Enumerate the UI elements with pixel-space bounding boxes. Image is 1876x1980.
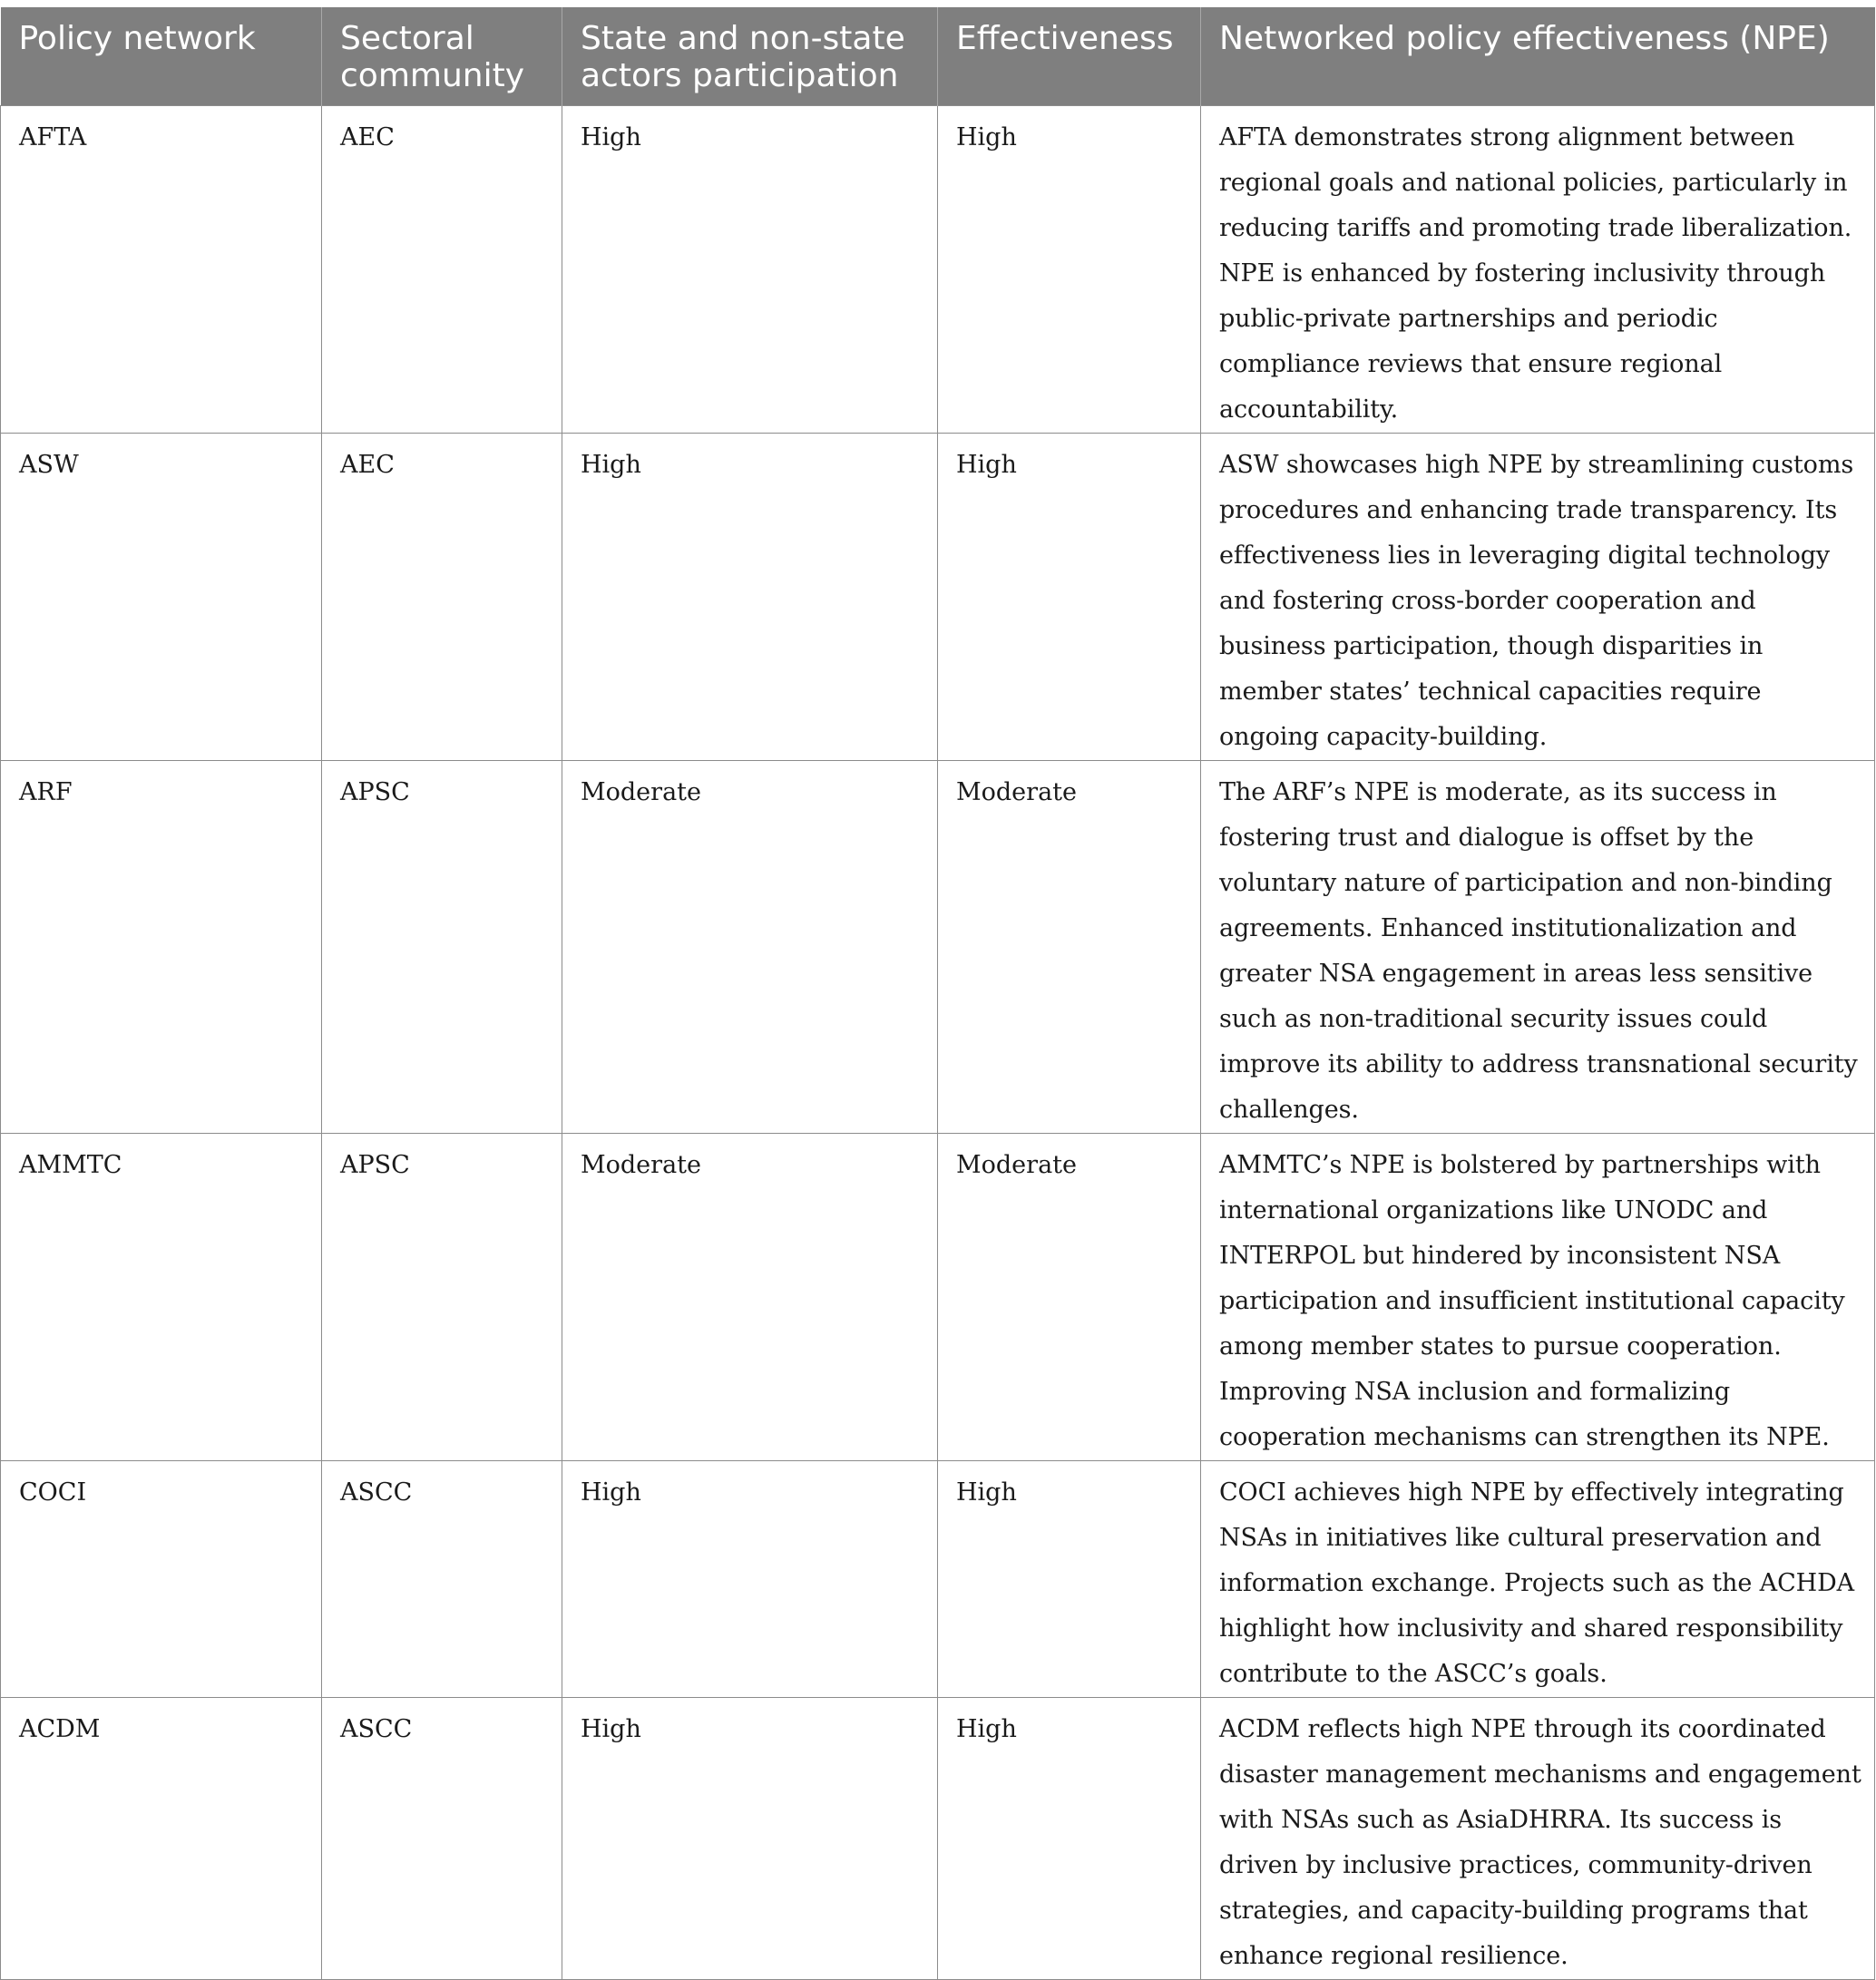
header-row [1,7,1875,106]
cell-effectiveness: High [938,1698,1201,1980]
table-row [1,1134,1875,1461]
cell-npe: COCI achieves high NPE by effectively integrating NSAs in initiatives like cultural preservation and information exchange. Projects such as the ACHDA highlight how inclusivity and shared responsibility contribute to the ASCC’s goals. [1201,1461,1875,1698]
cell-policy-network: ACDM [1,1698,322,1980]
cell-npe: The ARF’s NPE is moderate, as its success in fostering trust and dialogue is offset by the voluntary nature of participation and non-binding agreements. Enhanced institutionalization and greater NSA engagement in areas less sensitive such as non-traditional security issues could improve its ability to address transnational security challenges. [1201,761,1875,1134]
cell-participation: High [562,106,938,434]
cell-participation: Moderate [562,761,938,1134]
cell-policy-network: ARF [1,761,322,1134]
table-header [1,7,1875,106]
header-effectiveness: Effectiveness [938,7,1201,106]
cell-participation: High [562,1698,938,1980]
cell-participation: High [562,1461,938,1698]
cell-sectoral-community: ASCC [322,1461,562,1698]
policy-network-table-container [0,7,1874,1980]
table-row [1,1698,1875,1980]
cell-participation: Moderate [562,1134,938,1461]
cell-policy-network: COCI [1,1461,322,1698]
cell-npe: AMMTC’s NPE is bolstered by partnerships with international organizations like UNODC and INTERPOL but hindered by inconsistent NSA participation and insufficient institutional capacity among member states to pursue cooperation. Improving NSA inclusion and formalizing cooperation mechanisms can strengthen its NPE. [1201,1134,1875,1461]
cell-policy-network: ASW [1,434,322,761]
header-policy-network: Policy network [1,7,322,106]
cell-participation: High [562,434,938,761]
header-participation: State and non-state actors participation [562,7,938,106]
cell-effectiveness: High [938,106,1201,434]
cell-sectoral-community: AEC [322,434,562,761]
cell-sectoral-community: APSC [322,1134,562,1461]
header-sectoral-community: Sectoral community [322,7,562,106]
cell-effectiveness: High [938,434,1201,761]
cell-policy-network: AMMTC [1,1134,322,1461]
table-body [1,106,1875,1980]
table-row [1,761,1875,1134]
cell-effectiveness: Moderate [938,1134,1201,1461]
table-row [1,1461,1875,1698]
table-row [1,106,1875,434]
cell-npe: ACDM reflects high NPE through its coordinated disaster management mechanisms and engagement with NSAs such as AsiaDHRRA. Its success is driven by inclusive practices, community-driven strategies, and capacity-building programs that enhance regional resilience. [1201,1698,1875,1980]
cell-sectoral-community: AEC [322,106,562,434]
cell-sectoral-community: APSC [322,761,562,1134]
cell-effectiveness: High [938,1461,1201,1698]
cell-policy-network: AFTA [1,106,322,434]
cell-npe: ASW showcases high NPE by streamlining customs procedures and enhancing trade transparency. Its effectiveness lies in leveraging digital technology and fostering cross-border cooperation and business participation, though disparities in member states’ technical capacities require ongoing capacity-building. [1201,434,1875,761]
cell-npe: AFTA demonstrates strong alignment between regional goals and national policies, particularly in reducing tariffs and promoting trade liberalization. NPE is enhanced by fostering inclusivity through public-private partnerships and periodic compliance reviews that ensure regional accountability. [1201,106,1875,434]
header-npe: Networked policy effectiveness (NPE) [1201,7,1875,106]
cell-sectoral-community: ASCC [322,1698,562,1980]
cell-effectiveness: Moderate [938,761,1201,1134]
table-row [1,434,1875,761]
policy-network-table [0,7,1875,1980]
